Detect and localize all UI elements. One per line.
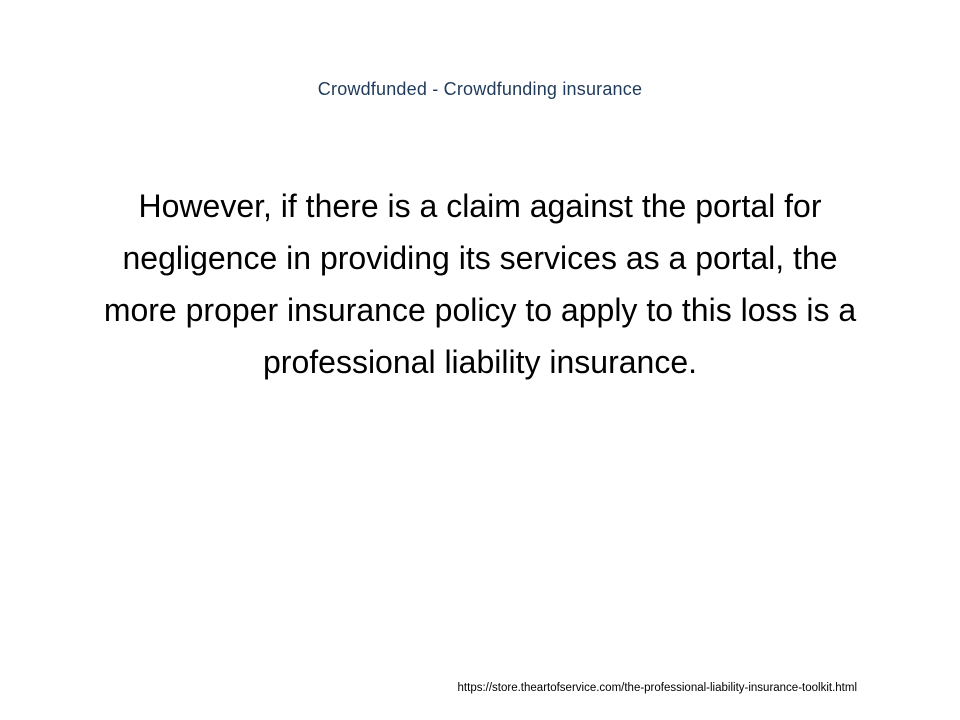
slide-title: Crowdfunded - Crowdfunding insurance	[317, 79, 643, 99]
footer-source-url: https://store.theartofservice.com/the-professional-liability-insurance-toolkit.html	[457, 682, 857, 694]
slide-body-text: However, if there is a claim against the portal for negligence in providing its services as a portal, the more proper insurance policy to apply to this loss is a professional liability insurance.	[103, 188, 857, 380]
